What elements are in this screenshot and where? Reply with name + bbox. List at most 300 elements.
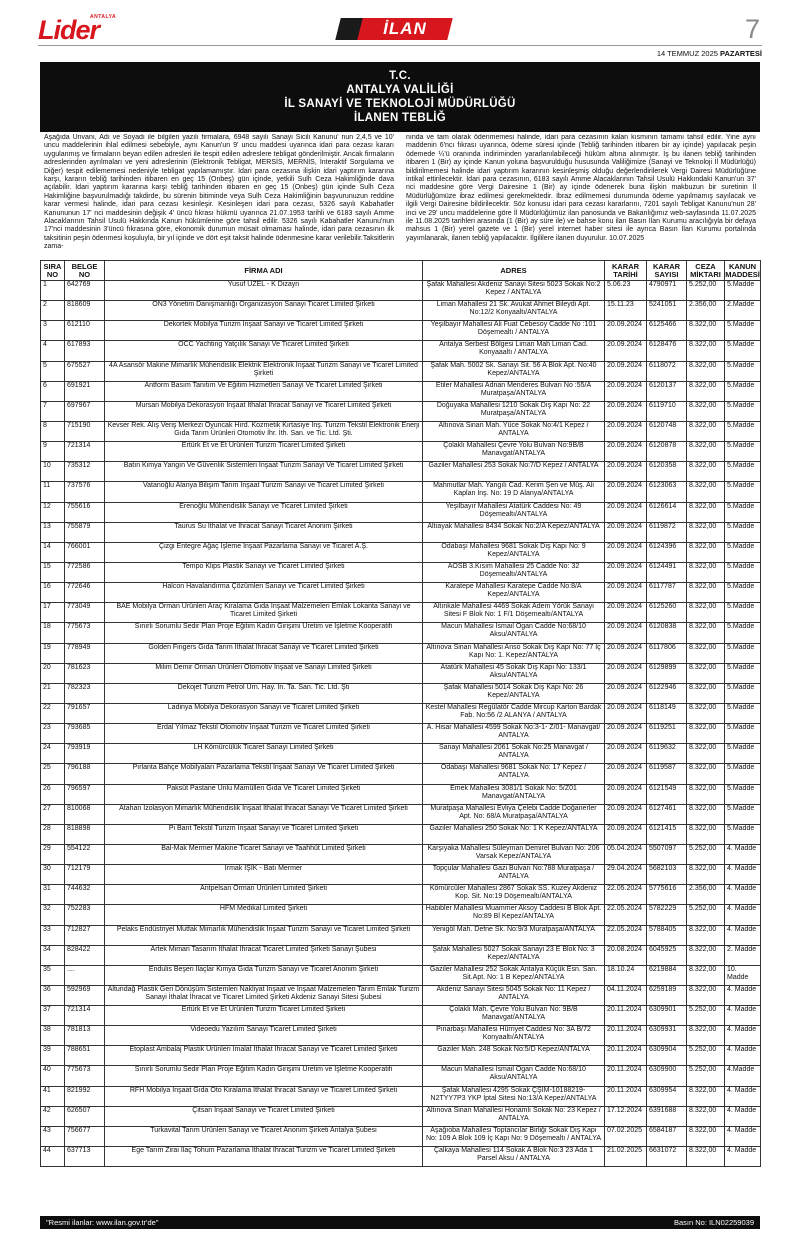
cell-firma-adi: HFM Medikal Limited Şirketi (105, 905, 423, 925)
cell-belge-no: 697967 (65, 401, 105, 421)
cell-ceza-miktari: 8.322,00 (687, 583, 725, 603)
penalty-table (40, 260, 761, 1167)
cell-ceza-miktari: 8.322,00 (687, 462, 725, 482)
cell-belge-no: 788651 (65, 1046, 105, 1066)
cell-ceza-miktari: 8.322,00 (687, 1126, 725, 1146)
cell-ceza-miktari: 8.322,00 (687, 442, 725, 462)
header-sira-no: SIRA NO (41, 261, 65, 281)
cell-belge-no: 778949 (65, 643, 105, 663)
table-row (41, 744, 761, 764)
cell-adres: AOSB 3.Kısım Mahallesi 25 Cadde No: 32 Döşemealtı/ANTALYA (423, 562, 605, 582)
cell-karar-sayisi: 6309931 (647, 1026, 687, 1046)
cell-sira-no: 42 (41, 1106, 65, 1126)
cell-belge-no: 735312 (65, 462, 105, 482)
cell-kanun-maddesi: 4. Madde (725, 985, 761, 1005)
cell-firma-adi: Tempo Klips Plastik Sanayi ve Ticaret Limited Şirketi (105, 562, 423, 582)
cell-karar-tarihi: 20.09.2024 (605, 341, 647, 361)
cell-sira-no: 24 (41, 744, 65, 764)
cell-sira-no: 5 (41, 361, 65, 381)
cell-belge-no: 637713 (65, 1147, 105, 1167)
cell-karar-sayisi: 6120748 (647, 421, 687, 441)
cell-firma-adi: Çizgi Entegre Ağaç İşleme İnşaat Pazarlama Sanayi ve Ticaret A.Ş. (105, 542, 423, 562)
cell-kanun-maddesi: 5.Madde (725, 562, 761, 582)
cell-kanun-maddesi: 5.Madde (725, 663, 761, 683)
cell-kanun-maddesi: 4. Madde (725, 905, 761, 925)
cell-kanun-maddesi: 4. Madde (725, 1106, 761, 1126)
cell-ceza-miktari: 8.322,00 (687, 341, 725, 361)
cell-kanun-maddesi: 4.Madde (725, 1066, 761, 1086)
cell-adres: Gaziler Mahallesi 252 Sokak Antalya Küçük Esn. San. Sit.Apt. No: 1 B Kepez/ANTALYA (423, 965, 605, 985)
cell-belge-no: 712827 (65, 925, 105, 945)
cell-belge-no: 782323 (65, 683, 105, 703)
cell-sira-no: 9 (41, 442, 65, 462)
cell-ceza-miktari: 5.252,00 (687, 905, 725, 925)
table-row (41, 401, 761, 421)
cell-belge-no: 721314 (65, 1006, 105, 1026)
cell-adres: Altınova Sinan Mahallesi Anso Sokak Dış Kapı No: 77 İç Kapı No: 1. Kepez/ANTALYA (423, 643, 605, 663)
cell-ceza-miktari: 8.322,00 (687, 643, 725, 663)
cell-firma-adi: Erdal Yılmaz Tekstil Otomotiv İnşaat Turizm ve Ticaret Limited Şirketi (105, 724, 423, 744)
cell-sira-no: 22 (41, 703, 65, 723)
cell-kanun-maddesi: 5.Madde (725, 361, 761, 381)
table-row (41, 1147, 761, 1167)
table-row (41, 301, 761, 321)
cell-karar-tarihi: 29.04.2024 (605, 865, 647, 885)
cell-adres: Şafak Mahallesi 5027 Sokak Sanayi 23 E Blok No: 3 Kepez/ANTALYA (423, 945, 605, 965)
cell-karar-tarihi: 20.09.2024 (605, 784, 647, 804)
cell-karar-sayisi: 6123063 (647, 482, 687, 502)
cell-karar-sayisi: 5775616 (647, 885, 687, 905)
title-line-1: T.C. (389, 70, 411, 82)
cell-belge-no: 626507 (65, 1106, 105, 1126)
cell-sira-no: 27 (41, 804, 65, 824)
table-row (41, 804, 761, 824)
cell-firma-adi: Yusuf UZEL - K Dizayn (105, 281, 423, 301)
notice-body-right-column: nında ve tam olarak ödenmemesi halinde, idari para cezasının kalan kısmının tamamı tahsil edilir. Yine aynı maddenin 6'ncı fıkrası uyarınca, ödeme süresi içinde (Tebliğ tarihinden itibaren bir ay içinde) yapılacak peşin ödemede ¼'ü oranında indiriminden yararlanılabileceği hüküm altına alınmıştır. İş bu ilanen tebliğ tarihinden itibaren 1 (Bir) ay içinde Kanun yoluna başvurulduğu hususunda Valiliğimize (Sanayi ve Teknoloji İl Müdürlüğü) bildirilmemesi halinde idari yaptırım kararının kesinleşmiş olduğu değerlendirilerek Vergi Dairesi Müdürlüğüne intikal ettirilecektir. İdari para cezasının, 6183 sayılı Amme Alacaklarının Tahsil Usulü Hakkındaki Kanun'un 37' nci maddesine göre Vergi Dairesine 1 (Bir) ay içinde ödenerek buna ilişkin makbuzun bir suretinin İl Müdürlüğümüze ibraz edilmesi gerekmektedir. İbraz edilmemesi durumunda ödeme yapılmamış sayılacak ve ilgili Vergi Dairesine bildirilecektir. Söz konusu idari para cezası kararlarını, 7201 sayılı Tebligat Kanunu'nun 28' inci ve 29' uncu maddelerine göre İl Müdürlüğümüz ilan panosunda ve Bakanlığımız web-sayfasında 11.07.2025 ile 11.08.2025 tarihleri arasında (1 (Bir) ay süre ile) ve bahse konu ilan Basın İlan Kurumu aracılığıyla bir defaya mahsus 1 (Bir) yerel gazete ve 1 (Bir) yerel internet haber sitesi ile ayrıca Basın İlan Kurumu portalında yayımlanarak, ilanen tebliğ yapılacaktır. İlgililere ilanen duyurulur. 10.07.2025 (406, 134, 756, 242)
cell-kanun-maddesi: 5.Madde (725, 603, 761, 623)
cell-karar-tarihi: 20.09.2024 (605, 421, 647, 441)
table-row (41, 442, 761, 462)
cell-ceza-miktari: 8.322,00 (687, 562, 725, 582)
cell-belge-no: 712179 (65, 865, 105, 885)
cell-ceza-miktari: 8.322,00 (687, 824, 725, 844)
cell-belge-no: 773049 (65, 603, 105, 623)
cell-sira-no: 18 (41, 623, 65, 643)
cell-belge-no: 828422 (65, 945, 105, 965)
cell-adres: Sanayi Mahallesi 2061 Sokak No:25 Manavgat / ANTALYA (423, 744, 605, 764)
cell-ceza-miktari: 5.252,00 (687, 1066, 725, 1086)
cell-adres: Şafak Mahallesi 4295 Sokak ÇŞİM-10188219-N2TYY7P3 YKP İptal Sitesi No:13/A Kepez/ANTALYA (423, 1086, 605, 1106)
cell-kanun-maddesi: 4. Madde (725, 1147, 761, 1167)
cell-kanun-maddesi: 5.Madde (725, 583, 761, 603)
cell-sira-no: 40 (41, 1066, 65, 1086)
table-row (41, 462, 761, 482)
cell-sira-no: 11 (41, 482, 65, 502)
cell-karar-tarihi: 20.09.2024 (605, 381, 647, 401)
cell-adres: Atatürk Mahallesi 45 Sokak Dış Kapı No: 133/1 Aksu/ANTALYA (423, 663, 605, 683)
table-row (41, 844, 761, 864)
cell-belge-no: 772586 (65, 562, 105, 582)
cell-karar-tarihi: 5.06.23 (605, 281, 647, 301)
cell-adres: Akdeniz Sanayi Sitesi 5045 Sokak No: 11 Kepez / ANTALYA (423, 985, 605, 1005)
cell-karar-tarihi: 20.09.2024 (605, 744, 647, 764)
cell-sira-no: 23 (41, 724, 65, 744)
cell-karar-tarihi: 20.09.2024 (605, 623, 647, 643)
cell-karar-tarihi: 22.05.2024 (605, 925, 647, 945)
cell-karar-tarihi: 20.11.2024 (605, 1006, 647, 1026)
cell-karar-tarihi: 20.11.2024 (605, 1046, 647, 1066)
cell-ceza-miktari: 8.322,00 (687, 482, 725, 502)
cell-kanun-maddesi: 5.Madde (725, 824, 761, 844)
cell-karar-sayisi: 6118072 (647, 361, 687, 381)
cell-sira-no: 29 (41, 844, 65, 864)
table-row (41, 281, 761, 301)
cell-karar-sayisi: 6126614 (647, 502, 687, 522)
cell-sira-no: 30 (41, 865, 65, 885)
cell-karar-sayisi: 6309954 (647, 1086, 687, 1106)
cell-belge-no: 592969 (65, 985, 105, 1005)
table-row (41, 865, 761, 885)
table-body (41, 281, 761, 1167)
cell-karar-tarihi: 20.09.2024 (605, 542, 647, 562)
cell-belge-no: 642769 (65, 281, 105, 301)
cell-adres: Altıayak Mahallesi 8434 Sokak No:2/A Kepez/ANTALYA (423, 522, 605, 542)
cell-kanun-maddesi: 5.Madde (725, 482, 761, 502)
cell-sira-no: 16 (41, 583, 65, 603)
cell-sira-no: 38 (41, 1026, 65, 1046)
cell-adres: Yeşilbayır Mahallesi Ali Fuat Cebesoy Cadde No :101 Döşemealtı / ANTALYA (423, 321, 605, 341)
cell-adres: Şafak Mahallesi 5014 Sokak Dış Kapı No: 26 Kepez/ANTALYA (423, 683, 605, 703)
cell-sira-no: 14 (41, 542, 65, 562)
cell-kanun-maddesi: 5.Madde (725, 321, 761, 341)
cell-ceza-miktari: 8.322,00 (687, 784, 725, 804)
cell-belge-no: 737576 (65, 482, 105, 502)
cell-adres: Habibler Mahallesi Muammer Aksoy Caddesi B Blok Apt. No:89 Bl Kepez/ANTALYA (423, 905, 605, 925)
cell-karar-sayisi: 5788405 (647, 925, 687, 945)
cell-adres: A. Hisar Mahallesi 4599 Sokak No:3-1- Z/01- Manavgat/ ANTALYA (423, 724, 605, 744)
cell-adres: Mahmutlar Mah. Yangılı Cad. Kerim Şen ve Müş. Ali Kaplan İnş. No: 19 D Alanya/ANTALYA (423, 482, 605, 502)
cell-karar-tarihi: 20.09.2024 (605, 401, 647, 421)
cell-kanun-maddesi: 10. Madde (725, 965, 761, 985)
cell-adres: Gaziler Mahallesi 253 Sokak No:7/D Kepez / ANTALYA (423, 462, 605, 482)
cell-karar-tarihi: 15.11.23 (605, 301, 647, 321)
table-row (41, 623, 761, 643)
cell-sira-no: 33 (41, 925, 65, 945)
cell-adres: Çolaklı Mahallesi Çevre Yolu Bulvarı No:9B/B Manavgat/ANTALYA (423, 442, 605, 462)
cell-karar-sayisi: 6119632 (647, 744, 687, 764)
cell-belge-no: 793919 (65, 744, 105, 764)
cell-adres: Çolaklı Mah. Çevre Yolu Bulvarı No: 9B/B Manavgat/ANTALYA (423, 1006, 605, 1026)
issue-date-text: 14 TEMMUZ 2025 (656, 49, 718, 58)
cell-ceza-miktari: 8.322,00 (687, 925, 725, 945)
cell-ceza-miktari: 8.322,00 (687, 703, 725, 723)
cell-belge-no: 791657 (65, 703, 105, 723)
cell-sira-no: 19 (41, 643, 65, 663)
cell-kanun-maddesi: 2.Madde (725, 301, 761, 321)
cell-kanun-maddesi: 4. Madde (725, 844, 761, 864)
cell-adres: Liman Mahallesi 21 Sk. Avukat Ahmet Bileydi Apt. No:12/2 Konyaaltı/ANTALYA (423, 301, 605, 321)
cell-karar-tarihi: 20.09.2024 (605, 643, 647, 663)
cell-ceza-miktari: 8.322,00 (687, 542, 725, 562)
cell-adres: Çalkaya Mahallesi 114 Sokak A Blok No:3 23 Ada 1 Parsel Aksu / ANTALYA (423, 1147, 605, 1167)
cell-ceza-miktari: 8.322,00 (687, 401, 725, 421)
cell-karar-sayisi: 6631072 (647, 1147, 687, 1167)
cell-sira-no: 4 (41, 341, 65, 361)
cell-sira-no: 21 (41, 683, 65, 703)
cell-karar-sayisi: 5782229 (647, 905, 687, 925)
cell-karar-tarihi: 20.09.2024 (605, 321, 647, 341)
table-row (41, 905, 761, 925)
cell-belge-no: 691921 (65, 381, 105, 401)
table-row (41, 885, 761, 905)
cell-ceza-miktari: 5.252,00 (687, 281, 725, 301)
cell-belge-no: 781623 (65, 663, 105, 683)
cell-adres: Aşağıoba Mahallesi Toptancılar Birliği Sokak Dış Kapı No: 109 A Blok 109 İç Kapı No: 9 Döşemealtı / ANTALYA (423, 1126, 605, 1146)
cell-kanun-maddesi: 5.Madde (725, 744, 761, 764)
cell-karar-sayisi: 5507097 (647, 844, 687, 864)
table-row (41, 1066, 761, 1086)
cell-firma-adi: Videoedu Yazılım Sanayi Ticaret Limited Şirketi (105, 1026, 423, 1046)
cell-karar-sayisi: 6125260 (647, 603, 687, 623)
masthead (38, 14, 762, 48)
cell-karar-sayisi: 6120358 (647, 462, 687, 482)
cell-sira-no: 43 (41, 1126, 65, 1146)
cell-karar-sayisi: 6121549 (647, 784, 687, 804)
cell-kanun-maddesi: 5.Madde (725, 462, 761, 482)
cell-adres: Odabaşı Mahallesi 9681 Sokak Dış Kapı No: 9 Kepez/ANTALYA (423, 542, 605, 562)
cell-ceza-miktari: 8.322,00 (687, 965, 725, 985)
table-row (41, 985, 761, 1005)
cell-kanun-maddesi: 4. Madde (725, 1026, 761, 1046)
cell-karar-sayisi: 6125466 (647, 321, 687, 341)
cell-karar-tarihi: 20.09.2024 (605, 522, 647, 542)
cell-firma-adi: Çitsan İnşaat Sanayi ve Ticaret Limited Şirketi (105, 1106, 423, 1126)
header-kanun-maddesi: KANUN MADDESİ (725, 261, 760, 279)
cell-kanun-maddesi: 5.Madde (725, 784, 761, 804)
footer-source-note: "Resmi ilanlar: www.ilan.gov.tr'de" (46, 1218, 159, 1227)
cell-sira-no: 32 (41, 905, 65, 925)
table-row (41, 663, 761, 683)
cell-kanun-maddesi: 4. Madde (725, 1126, 761, 1146)
cell-karar-sayisi: 6309900 (647, 1066, 687, 1086)
cell-firma-adi: Irmak IŞIK - Batı Mermer (105, 865, 423, 885)
cell-sira-no: 28 (41, 824, 65, 844)
cell-kanun-maddesi: 5.Madde (725, 804, 761, 824)
cell-belge-no: 766001 (65, 542, 105, 562)
cell-kanun-maddesi: 5.Madde (725, 703, 761, 723)
cell-ceza-miktari: 8.322,00 (687, 945, 725, 965)
cell-karar-sayisi: 6117787 (647, 583, 687, 603)
cell-karar-tarihi: 20.09.2024 (605, 361, 647, 381)
cell-adres: Etiler Mahallesi Adnan Menderes Bulvarı No :55/A Muratpaşa/ANTALYA (423, 381, 605, 401)
cell-kanun-maddesi: 5.Madde (725, 724, 761, 744)
cell-karar-tarihi: 20.09.2024 (605, 442, 647, 462)
cell-kanun-maddesi: 5.Madde (725, 281, 761, 301)
cell-belge-no: 675527 (65, 361, 105, 381)
cell-firma-adi: Golden Fingers Gıda Tarım İthalat İhracat Sanayi ve Ticaret Limited Şirketi (105, 643, 423, 663)
cell-kanun-maddesi: 5.Madde (725, 623, 761, 643)
cell-kanun-maddesi: 4. Madde (725, 1086, 761, 1106)
cell-karar-sayisi: 6118149 (647, 703, 687, 723)
header-adres: ADRES (423, 261, 605, 281)
cell-karar-tarihi: 20.09.2024 (605, 603, 647, 623)
cell-firma-adi: Bal-Mak Mermer Makine Ticaret Sanayi ve Taahhüt Limited Şirketi (105, 844, 423, 864)
cell-belge-no: .... (65, 965, 105, 985)
cell-ceza-miktari: 8.322,00 (687, 321, 725, 341)
cell-kanun-maddesi: 4. Madde (725, 885, 761, 905)
cell-karar-tarihi: 20.11.2024 (605, 1026, 647, 1046)
cell-adres: Altınova Sinan Mah. Yüce Sokak No:4/1 Kepez / ANTALYA (423, 421, 605, 441)
cell-kanun-maddesi: 5.Madde (725, 421, 761, 441)
issue-weekday: PAZARTESİ (720, 49, 762, 58)
cell-adres: Antalya Serbest Bölgesi Liman Mah Liman Cad. Konyaaaltı / ANTALYA (423, 341, 605, 361)
cell-belge-no: 810068 (65, 804, 105, 824)
cell-karar-sayisi: 6309901 (647, 1006, 687, 1026)
cell-karar-sayisi: 6259189 (647, 985, 687, 1005)
cell-firma-adi: Atahan İzolasyon Mimarlık Mühendislik İnşaat İthalat İhracat Sanayi Ve Ticaret Limited Şirketi (105, 804, 423, 824)
cell-karar-sayisi: 6129899 (647, 663, 687, 683)
table-row (41, 724, 761, 744)
cell-firma-adi: Pi Bant Tekstil Turizm İnşaat Sanayi ve Ticaret Limited Şirketi (105, 824, 423, 844)
cell-karar-tarihi: 20.09.2024 (605, 804, 647, 824)
table-row (41, 945, 761, 965)
cell-ceza-miktari: 8.322,00 (687, 361, 725, 381)
cell-ceza-miktari: 8.322,00 (687, 1086, 725, 1106)
cell-firma-adi: Artek Mimari Tasarım İthalat İhracat Ticaret Limited Şirketi Sanayi Şubesi (105, 945, 423, 965)
cell-firma-adi: Erenoğlu Mühendislik Sanayi ve Ticaret Limited Şirketi (105, 502, 423, 522)
table-row (41, 683, 761, 703)
cell-sira-no: 36 (41, 985, 65, 1005)
cell-belge-no: 781813 (65, 1026, 105, 1046)
cell-adres: Yenigöl Mah. Defne Sk. No:9/3 Muratpaşa/ANTALYA (423, 925, 605, 945)
cell-belge-no: 744632 (65, 885, 105, 905)
cell-kanun-maddesi: 5.Madde (725, 381, 761, 401)
cell-firma-adi: 4A Asansör Makine Mimarlık Mühendislik Elektrik Elektronik İnşaat Turizm Sanayi ve Ticaret Limited Şirketi (105, 361, 423, 381)
table-row (41, 925, 761, 945)
title-line-2: ANTALYA VALİLİĞİ (346, 84, 454, 96)
cell-belge-no: 775673 (65, 623, 105, 643)
cell-ceza-miktari: 8.322,00 (687, 1026, 725, 1046)
cell-firma-adi: Batın Kimya Yangın Ve Güvenlik Sistemleri İnşaat Turizm Sanayi Ve Ticaret Limited Şirketi (105, 462, 423, 482)
cell-kanun-maddesi: 5.Madde (725, 643, 761, 663)
cell-karar-tarihi: 04.11.2024 (605, 985, 647, 1005)
table-row (41, 965, 761, 985)
cell-firma-adi: Antform Basım Tanıtım Ve Eğitim Hizmetleri Sanayi Ve Ticaret Limited Şirketi (105, 381, 423, 401)
cell-kanun-maddesi: 2. Madde (725, 945, 761, 965)
cell-belge-no: 617893 (65, 341, 105, 361)
footer-bar (40, 1216, 760, 1229)
cell-firma-adi: Kevser Rek. Alış Veriş Merkezi Oyuncak Hırd. Kozmetik Kırtasiye İnş. Turizm Tekstil Elektronik Enerji Gıda Tarım Ürünleri Otomotiv İhr. İth. San. ve Tic. Ltd. Şti. (105, 421, 423, 441)
table-row (41, 1006, 761, 1026)
cell-sira-no: 35 (41, 965, 65, 985)
cell-sira-no: 39 (41, 1046, 65, 1066)
cell-adres: Doğuyaka Mahallesi 1210 Sokak Dış Kapı No: 22 Muratpaşa/ANTALYA (423, 401, 605, 421)
cell-adres: Yeşilbayır Mahallesi Atatürk Caddesi No: 49 Döşemealtı/ANTALYA (423, 502, 605, 522)
cell-ceza-miktari: 8.322,00 (687, 724, 725, 744)
table-row (41, 341, 761, 361)
cell-kanun-maddesi: 5.Madde (725, 401, 761, 421)
cell-ceza-miktari: 8.322,00 (687, 421, 725, 441)
table-row (41, 1106, 761, 1126)
table-row (41, 1086, 761, 1106)
cell-karar-tarihi: 20.09.2024 (605, 824, 647, 844)
cell-firma-adi: Endulis Beşeri İlaçlar Kimya Gıda Turizm Sanayi ve Ticaret Anonim Şirketi (105, 965, 423, 985)
cell-ceza-miktari: 8.322,00 (687, 865, 725, 885)
cell-adres: Muratpaşa Mahallesi Evliya Çelebi Cadde Doğanerler Apt. No: 68/A Muratpaşa/ANTALYA (423, 804, 605, 824)
cell-karar-tarihi: 18.10.24 (605, 965, 647, 985)
cell-sira-no: 2 (41, 301, 65, 321)
table-row (41, 643, 761, 663)
cell-ceza-miktari: 8.322,00 (687, 985, 725, 1005)
cell-firma-adi: BAE Mobilya Orman Ürünleri Araç Kiralama Gıda İnşaat Malzemeleri Emlak Lokanta Sanayi ve Ticaret Limited Şirketi (105, 603, 423, 623)
cell-ceza-miktari: 8.322,00 (687, 623, 725, 643)
cell-kanun-maddesi: 5.Madde (725, 341, 761, 361)
header-ceza-miktari: CEZA MİKTARI (687, 261, 725, 281)
cell-karar-sayisi: 6119710 (647, 401, 687, 421)
cell-karar-tarihi: 22.05.2024 (605, 885, 647, 905)
cell-karar-sayisi: 6121415 (647, 824, 687, 844)
cell-firma-adi: Dekortek Mobilya Turizm İnşaat Sanayi ve Ticaret Limited Şirketi (105, 321, 423, 341)
cell-adres: Karşıyaka Mahallesi Süleyman Demirel Bulvarı No: 206 Varsak Kepez/ANTALYA (423, 844, 605, 864)
cell-ceza-miktari: 8.322,00 (687, 764, 725, 784)
cell-adres: Macun Mahallesi İsmail Ogan Cadde No:68/10 Aksu/ANTALYA (423, 623, 605, 643)
cell-belge-no: 721314 (65, 442, 105, 462)
header-karar-sayisi: KARAR SAYISI (647, 261, 687, 281)
cell-kanun-maddesi: 5.Madde (725, 542, 761, 562)
cell-karar-sayisi: 6119587 (647, 764, 687, 784)
table-header-row (41, 261, 761, 281)
issue-date (657, 49, 762, 58)
cell-firma-adi: Vatanoğlu Alanya Bilişim Tarım İnşaat Turizm Sanayi ve Ticaret Limited Şirketi (105, 482, 423, 502)
cell-sira-no: 25 (41, 764, 65, 784)
cell-adres: Emek Mahallesi 3081/1 Sokak No: 5/Z01 Manavgat/ANTALYA (423, 784, 605, 804)
table-row (41, 784, 761, 804)
cell-adres: Kömürcüler Mahallesi 2867 Sokak SS. Kuzey Akdeniz Kop. Sit. No:19 Döşemealtı/ANTALYA (423, 885, 605, 905)
table-row (41, 583, 761, 603)
cell-ceza-miktari: 8.322,00 (687, 522, 725, 542)
cell-belge-no: 818898 (65, 824, 105, 844)
cell-karar-tarihi: 20.09.2024 (605, 583, 647, 603)
cell-ceza-miktari: 8.322,00 (687, 1147, 725, 1167)
cell-karar-sayisi: 6309904 (647, 1046, 687, 1066)
cell-karar-tarihi: 20.09.2024 (605, 502, 647, 522)
cell-belge-no: 796597 (65, 784, 105, 804)
cell-adres: Şafak Mah. 5002 Sk. Sanayi Sit. 56 A Blok Apt. No:40 Kepez/ANTALYA (423, 361, 605, 381)
newspaper-logo: Lider (38, 15, 100, 45)
cell-karar-sayisi: 5682103 (647, 865, 687, 885)
cell-firma-adi: Ege Tarım Zirai İlaç Tohum Pazarlama İthalat İhracat Turizm ve Ticaret Limited Şirketi (105, 1147, 423, 1167)
cell-karar-sayisi: 6117806 (647, 643, 687, 663)
cell-karar-tarihi: 20.09.2024 (605, 764, 647, 784)
cell-firma-adi: Milim Demir Orman Ürünleri Otomotiv İnşaat ve Sanayi Limited Şirketi (105, 663, 423, 683)
cell-firma-adi: LH Kömürcülük Ticaret Sanayi Limited Şirketi (105, 744, 423, 764)
cell-sira-no: 17 (41, 603, 65, 623)
cell-kanun-maddesi: 5.Madde (725, 522, 761, 542)
header-firma-adi: FİRMA ADI (105, 261, 423, 281)
cell-firma-adi: Etoplast Ambalaj Plastik Ürünleri İmalat İthalat İhracat Sanayi ve Ticaret Limited Şirketi (105, 1046, 423, 1066)
cell-belge-no: 793685 (65, 724, 105, 744)
cell-firma-adi: Sınırlı Sorumlu Sedir Plan Proje Eğitim Kadın Girişimi Üretim ve İşletme Kooperatifi (105, 623, 423, 643)
cell-ceza-miktari: 8.322,00 (687, 1106, 725, 1126)
cell-kanun-maddesi: 5.Madde (725, 683, 761, 703)
header-belge-no: BELGE NO (65, 261, 105, 281)
cell-belge-no: 821992 (65, 1086, 105, 1106)
cell-karar-sayisi: 6122946 (647, 683, 687, 703)
cell-firma-adi: Pelaks Endüstriyel Mutfak Mimarlık Mühendislik İnşaat Turizm Sanayi ve Ticaret Limited Şirketi (105, 925, 423, 945)
cell-belge-no: 752283 (65, 905, 105, 925)
cell-sira-no: 34 (41, 945, 65, 965)
cell-firma-adi: Ertürk Et ve Et Ürünleri Turizm Ticaret Limited Şirketi (105, 1006, 423, 1026)
